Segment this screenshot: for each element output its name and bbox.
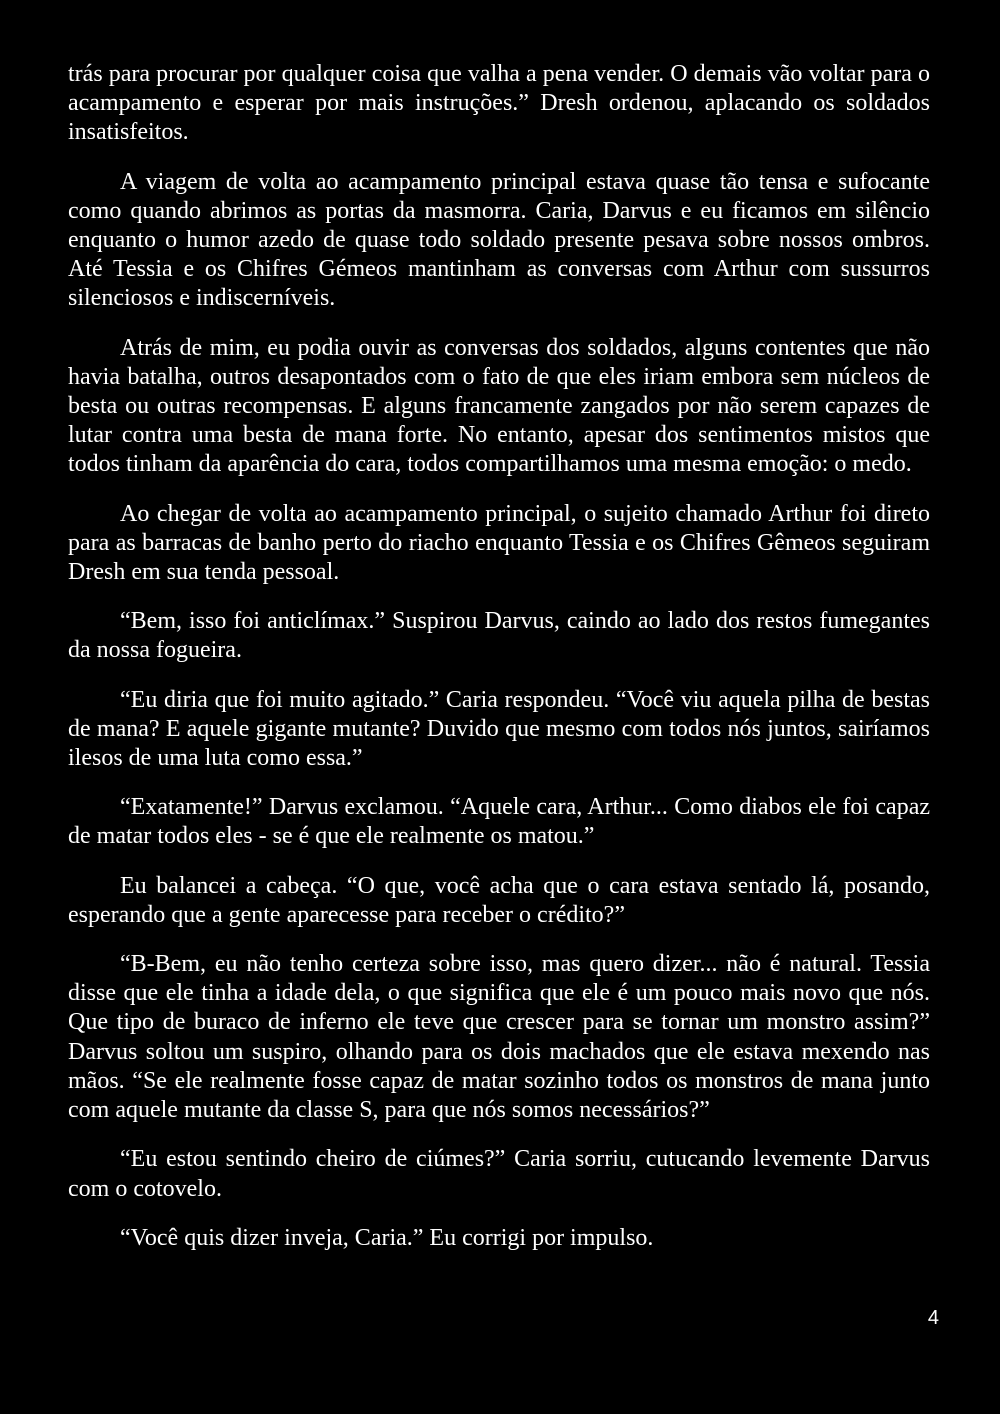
paragraph-8: Eu balancei a cabeça. “O que, você acha que o cara estava sentado lá, posando, esperando que a gente aparecesse para receber o crédito?” [68, 872, 930, 928]
paragraph-6: “Eu diria que foi muito agitado.” Caria respondeu. “Você viu aquela pilha de bestas de mana? E aquele gigante mutante? Duvido que mesmo com todos nós juntos, sairíamos ilesos de uma luta como essa.” [68, 686, 930, 772]
paragraph-11: “Você quis dizer inveja, Caria.” Eu corrigi por impulso. [120, 1224, 654, 1251]
paragraph-3: Atrás de mim, eu podia ouvir as conversas dos soldados, alguns contentes que não havia batalha, outros desapontados com o fato de que eles iriam embora sem núcleos de besta ou outras recompensas. E alguns francamente zangados por não serem capazes de lutar contra uma besta de mana forte. No entanto, apesar dos sentimentos mistos que todos tinham da aparência do cara, todos compartilhamos uma mesma emoção: o medo. [68, 334, 930, 478]
paragraph-1: trás para procurar por qualquer coisa que valha a pena vender. O demais vão voltar para o acampamento e esperar por mais instruções.” Dresh ordenou, aplacando os soldados insatisfeitos. [68, 61, 930, 146]
paragraph-5: “Bem, isso foi anticlímax.” Suspirou Darvus, caindo ao lado dos restos fumegantes da nossa fogueira. [68, 608, 930, 664]
paragraph-7: “Exatamente!” Darvus exclamou. “Aquele cara, Arthur... Como diabos ele foi capaz de matar todos eles - se é que ele realmente os matou.” [68, 794, 930, 850]
paragraph-4: Ao chegar de volta ao acampamento principal, o sujeito chamado Arthur foi direto para as barracas de banho perto do riacho enquanto Tessia e os Chifres Gêmeos seguiram Dresh em sua tenda pessoal. [68, 500, 930, 586]
paragraph-2: A viagem de volta ao acampamento principal estava quase tão tensa e sufocante como quando abrimos as portas da masmorra. Caria, Darvus e eu ficamos em silêncio enquanto o humor azedo de quase todo soldado presente pesava sobre nossos ombros. Até Tessia e os Chifres Gémeos mantinham as conversas com Arthur com sussurros silenciosos e indiscerníveis. [68, 168, 930, 312]
document-page [68, 60, 930, 1273]
paragraph-9: “B-Bem, eu não tenho certeza sobre isso, mas quero dizer... não é natural. Tessia disse que ele tinha a idade dela, o que significa que ele é um pouco mais novo que nós. Que tipo de buraco de inferno ele teve que crescer para se tornar um monstro assim?” Darvus soltou um suspiro, olhando para os dois machados que ele estava mexendo nas mãos. “Se ele realmente fosse capaz de matar sozinho todos os monstros de mana junto com aquele mutante da classe S, para que nós somos necessários?” [68, 951, 930, 1124]
page-number: 4 [927, 1307, 939, 1329]
paragraph-10: “Eu estou sentindo cheiro de ciúmes?” Caria sorriu, cutucando levemente Darvus com o cotovelo. [68, 1146, 930, 1202]
